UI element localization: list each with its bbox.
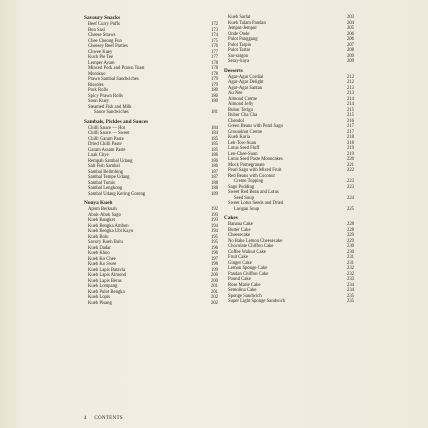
entry-title: Creme Topping xyxy=(234,179,264,184)
contents-section xyxy=(84,200,218,306)
entry-title: Chee Cheong Fun xyxy=(88,38,122,44)
entry-page-number: 202 xyxy=(210,300,218,306)
entry-page-number: 187 xyxy=(210,175,218,180)
footer-page-number: 4 xyxy=(84,416,87,421)
entry-title: Lek-Tow-Suan xyxy=(228,140,257,146)
entry-page-number: 204 xyxy=(346,20,354,26)
entry-title: Rempah Sambal Udang xyxy=(88,158,133,164)
entry-page-number: 222 xyxy=(346,168,354,173)
entry-title: Sambal Tumis xyxy=(88,180,115,186)
entry-page-number: 233 xyxy=(346,277,354,282)
entry-title: Sambal Tempe Udang xyxy=(88,175,130,180)
entry-title: Kueh Kuria xyxy=(228,135,250,140)
entry-page-number: 200 xyxy=(210,273,218,278)
entry-page-number: 176 xyxy=(210,44,218,49)
entry-title: Lemon Sponge Cake xyxy=(228,266,268,271)
entry-title: Chilli Sauce — Sweet xyxy=(88,131,130,136)
entry-page-number: 218 xyxy=(346,140,354,146)
entry-title: Beef Curry Puffs xyxy=(88,22,120,27)
entry-title: Kueh Ko Swee xyxy=(88,262,117,267)
entry-page-number: 217 xyxy=(346,129,354,135)
entry-page-number: 193 xyxy=(210,218,218,223)
entry-title: Soon Kuey xyxy=(88,99,109,104)
entry-page-number: 178 xyxy=(210,66,218,71)
entry-page-number: 185 xyxy=(210,147,218,153)
entry-page-number: 206 xyxy=(346,37,354,42)
entry-page-number: 234 xyxy=(346,282,354,288)
entry-title: Cheesecake xyxy=(228,233,251,238)
entry-title: Coffee Walnut Cake xyxy=(228,249,266,255)
entry-page-number: 231 xyxy=(346,255,354,260)
entry-title: Groundnut Creme xyxy=(228,129,262,135)
contents-left-column xyxy=(84,15,218,306)
entry-page-number: 173 xyxy=(210,27,218,33)
footer-label: CONTENTS xyxy=(94,416,123,421)
entry-page-number: 235 xyxy=(346,299,354,304)
contents-section xyxy=(224,215,354,305)
entry-title: Apom Berkuah xyxy=(88,207,117,212)
entry-title: Kueh Lompang xyxy=(88,284,118,289)
entry-title: Kueh Bengka Ambon xyxy=(88,223,129,229)
entry-page-number: 194 xyxy=(210,229,218,234)
entry-page-number: 187 xyxy=(210,169,218,175)
entry-title: Rose Marie Cake xyxy=(228,282,261,288)
entry-title: Agar-Agar Santan xyxy=(228,85,263,91)
entry-title: Lotus Seed Paste Mooncakes xyxy=(228,157,283,162)
entry-title: Chilli Sauce — Hot xyxy=(88,125,126,131)
contents-section xyxy=(84,15,218,116)
entry-title: Banana Cake xyxy=(228,222,253,227)
entry-title: Kueh Bangket xyxy=(88,218,115,223)
entry-page-number: 179 xyxy=(210,77,218,82)
entry-title: Sauce Sandwiches xyxy=(94,110,129,115)
entry-title: Abok-Abok Sago xyxy=(88,212,121,218)
entry-title: Sar-sargon xyxy=(228,53,249,59)
entry-title: Kueh Lapis Batavia xyxy=(88,267,126,273)
entry-title: Au Nee xyxy=(228,91,243,96)
entry-title: Semolina Cake xyxy=(228,288,257,293)
entry-page-number: 179 xyxy=(210,82,218,88)
entry-page-number: 230 xyxy=(346,244,354,249)
contents-entry xyxy=(224,207,354,213)
entry-title: Cheese Straws xyxy=(88,33,116,38)
entry-page-number: 196 xyxy=(210,245,218,251)
entry-title: Rissoles xyxy=(88,82,104,88)
entry-page-number: 195 xyxy=(210,234,218,240)
entry-title: Sambal Udang Kering Goreng xyxy=(88,191,146,197)
entry-title: Sponge Sandwich xyxy=(228,293,262,299)
entry-title: Longan Soup xyxy=(234,206,260,212)
entry-page-number: 216 xyxy=(346,118,354,124)
entry-page-number: 177 xyxy=(210,55,218,60)
entry-title: Pound Cake xyxy=(228,277,251,282)
entry-title: Pearl Sago with Mixed Fruit xyxy=(228,168,282,173)
entry-page-number: 208 xyxy=(346,48,354,53)
entry-page-number: 207 xyxy=(346,42,354,48)
entry-page-number: 206 xyxy=(346,31,354,37)
entry-page-number: 188 xyxy=(210,180,218,186)
entry-title: Kueh Sarlat xyxy=(228,15,251,20)
entry-title: Kueh Pulot Bengka xyxy=(88,289,125,295)
entry-page-number: 192 xyxy=(210,207,218,212)
entry-title: Kueh Bolu xyxy=(88,234,109,240)
entry-title: Cheesey Beef Parties xyxy=(88,44,128,49)
entry-page-number: 184 xyxy=(210,131,218,136)
entry-page-number: 205 xyxy=(346,26,354,31)
entry-page-number: 186 xyxy=(210,164,218,169)
entry-page-number: 201 xyxy=(210,284,218,289)
entry-title: Sago Pudding xyxy=(228,184,255,190)
entry-page-number: 228 xyxy=(346,222,354,227)
entry-title: Len-Chee-Suan xyxy=(228,151,258,157)
entry-page-number: 178 xyxy=(210,60,218,66)
contents-entry xyxy=(84,110,218,116)
entry-page-number: 181 xyxy=(210,110,218,115)
entry-title: Bubur Terigu xyxy=(228,107,253,113)
entry-page-number: 228 xyxy=(346,227,354,233)
entry-page-number: 197 xyxy=(210,256,218,262)
entry-page-number: 186 xyxy=(210,153,218,158)
entry-title: Pulot Tarpio xyxy=(228,42,252,48)
contents-right-column xyxy=(224,15,354,305)
entry-title: Green Beans with Pearl Sago xyxy=(228,124,283,129)
contents-entry xyxy=(224,59,354,65)
entry-page-number: 215 xyxy=(346,107,354,113)
entry-page-number: 203 xyxy=(346,15,354,20)
contents-entry xyxy=(84,301,218,307)
entry-page-number: 231 xyxy=(346,260,354,266)
contents-section xyxy=(224,68,354,213)
entry-page-number: 220 xyxy=(346,157,354,162)
entry-title: Morokoo xyxy=(88,71,106,77)
entry-page-number: 186 xyxy=(210,158,218,164)
contents-entry xyxy=(224,299,354,305)
entry-page-number: 184 xyxy=(210,125,218,131)
entry-title: Mock Pomegranate xyxy=(228,162,265,168)
entry-page-number: 180 xyxy=(210,93,218,99)
contents-section xyxy=(224,15,354,65)
entry-page-number: 214 xyxy=(346,102,354,107)
entry-page-number: 229 xyxy=(346,238,354,244)
entry-page-number: 223 xyxy=(346,184,354,190)
entry-page-number: 174 xyxy=(210,33,218,38)
entry-title: Spicy Prawn Rolls xyxy=(88,93,123,99)
entry-title: Fruit Cake xyxy=(228,255,248,260)
entry-page-number: 232 xyxy=(346,271,354,277)
entry-title: No Bake Lemon Cheesecake xyxy=(228,238,283,244)
entry-page-number: 188 xyxy=(210,186,218,191)
section-heading: Nonya Kueh xyxy=(84,200,113,206)
entry-page-number: 189 xyxy=(210,191,218,197)
entry-page-number: 219 xyxy=(346,146,354,151)
entry-page-number: 175 xyxy=(210,38,218,44)
entry-title: Pork Rolls xyxy=(88,88,108,93)
entry-page-number: 225 xyxy=(346,206,354,212)
entry-page-number: 193 xyxy=(210,212,218,218)
entry-page-number: 229 xyxy=(346,233,354,238)
entry-title: Agar-Agar Delight xyxy=(228,80,264,85)
section-heading: Desserts xyxy=(224,67,243,74)
contents-section xyxy=(84,119,218,198)
entry-page-number: 209 xyxy=(346,59,354,64)
entry-title: Sambal Belimbing xyxy=(88,169,124,175)
entry-title: Ginger Cake xyxy=(228,260,252,266)
entry-page-number: 212 xyxy=(346,74,354,80)
page-footer xyxy=(84,416,123,421)
entry-page-number: 199 xyxy=(210,267,218,273)
entry-title: Lemper Ayam xyxy=(88,60,115,66)
entry-page-number: 213 xyxy=(346,91,354,96)
entry-page-number: 232 xyxy=(346,266,354,271)
entry-page-number: 217 xyxy=(346,124,354,129)
entry-title: Butter Cake xyxy=(228,227,251,233)
entry-title: Sweet Lotus Seeds and Dried xyxy=(228,201,284,206)
entry-title: Pulot Panggang xyxy=(228,37,258,42)
entry-page-number: 194 xyxy=(210,223,218,229)
entry-title: Pulot Tartar xyxy=(228,48,251,53)
entry-page-number: 223 xyxy=(346,179,354,184)
entry-page-number: 172 xyxy=(210,22,218,27)
entry-page-number: 230 xyxy=(346,249,354,255)
entry-page-number: 180 xyxy=(210,99,218,104)
entry-page-number: 218 xyxy=(346,135,354,140)
entry-title: Onde Onde xyxy=(228,31,250,37)
entry-page-number: 234 xyxy=(346,288,354,293)
entry-title: Kueh Bengka Ubi Kayu xyxy=(88,229,134,234)
entry-page-number: 235 xyxy=(346,293,354,299)
entry-page-number: 177 xyxy=(210,49,218,55)
entry-page-number: 198 xyxy=(210,262,218,267)
entry-page-number: 200 xyxy=(210,278,218,284)
entry-page-number: 178 xyxy=(210,71,218,77)
entry-page-number: 219 xyxy=(346,151,354,157)
entry-title: Sambal Lengkong xyxy=(88,186,123,191)
entry-title: Sweet Red Bean and Lotus xyxy=(228,190,279,195)
entry-page-number: 213 xyxy=(346,85,354,91)
entry-title: Kueh Dadar xyxy=(88,245,111,251)
contents-entry xyxy=(84,192,218,198)
entry-title: Kueh Lapis Beras xyxy=(88,278,122,284)
entry-title: Bubor Cha Cha xyxy=(228,113,258,118)
entry-title: Super Light Sponge Sandwich xyxy=(228,299,286,304)
entry-page-number: 209 xyxy=(346,53,354,59)
section-heading: Sambals, Pickles and Sauces xyxy=(84,118,149,125)
entry-page-number: 215 xyxy=(346,113,354,118)
entry-page-number: 180 xyxy=(210,88,218,93)
entry-page-number: 201 xyxy=(210,289,218,295)
entry-page-number: 195 xyxy=(210,240,218,245)
entry-page-number: 212 xyxy=(346,80,354,85)
entry-title: Red Beans with Coconut xyxy=(228,173,275,179)
entry-page-number: 214 xyxy=(346,96,354,102)
entry-title: Kuch Pie Tee xyxy=(88,55,114,60)
entry-title: Luak Chye xyxy=(88,153,109,158)
entry-title: Kueh Ko Chee xyxy=(88,256,116,262)
entry-title: Almond Creme xyxy=(228,96,258,102)
entry-title: Salt Fish Sambal xyxy=(88,164,120,169)
entry-title: Bun Susi xyxy=(88,27,106,33)
entry-title: Kueh Lopis xyxy=(88,295,111,300)
section-heading: Cakes xyxy=(224,215,238,221)
entry-title: Seray-kaya xyxy=(228,59,250,64)
entry-title: Savory Kueh Bolu xyxy=(88,240,123,245)
entry-title: Kueh Lapis Almond xyxy=(88,273,127,278)
entry-page-number: 185 xyxy=(210,142,218,147)
entry-title: Almond Jelly xyxy=(228,102,254,107)
entry-title: Steamed Fish and Milk xyxy=(88,104,132,110)
entry-title: Kueh Pisang xyxy=(88,300,112,306)
entry-page-number: 185 xyxy=(210,136,218,142)
entry-title: Dried Chilli Paste xyxy=(88,142,122,147)
entry-page-number: 196 xyxy=(210,251,218,256)
entry-title: Kueh Khoo xyxy=(88,251,110,256)
entry-title: Pandan Chiffon Cake xyxy=(228,271,269,277)
entry-page-number: 221 xyxy=(346,162,354,168)
entry-title: Jemput-Jemput xyxy=(228,26,257,31)
entry-title: Chwee Kuey xyxy=(88,49,113,55)
entry-title: Minced Pork and Prawn Toast xyxy=(88,66,145,71)
entry-title: Lotus Seed Fluff xyxy=(228,146,260,151)
entry-page-number: 202 xyxy=(210,295,218,300)
entry-title: Prawn Sambal Sandwiches xyxy=(88,77,139,82)
entry-title: Chendol xyxy=(228,118,244,124)
entry-title: Seed Soup xyxy=(234,195,254,201)
entry-title: Garam Assam Paste xyxy=(88,147,126,153)
entry-title: Agar-Agar Cordial xyxy=(228,74,264,80)
entry-title: Kueh Talam Pandan xyxy=(228,20,266,26)
entry-title: Chilli Garam Paste xyxy=(88,136,124,142)
entry-title: Chocolate Chiffon Cake xyxy=(228,244,274,249)
section-heading: Savoury Snacks xyxy=(84,15,121,21)
entry-page-number: 224 xyxy=(346,195,354,201)
